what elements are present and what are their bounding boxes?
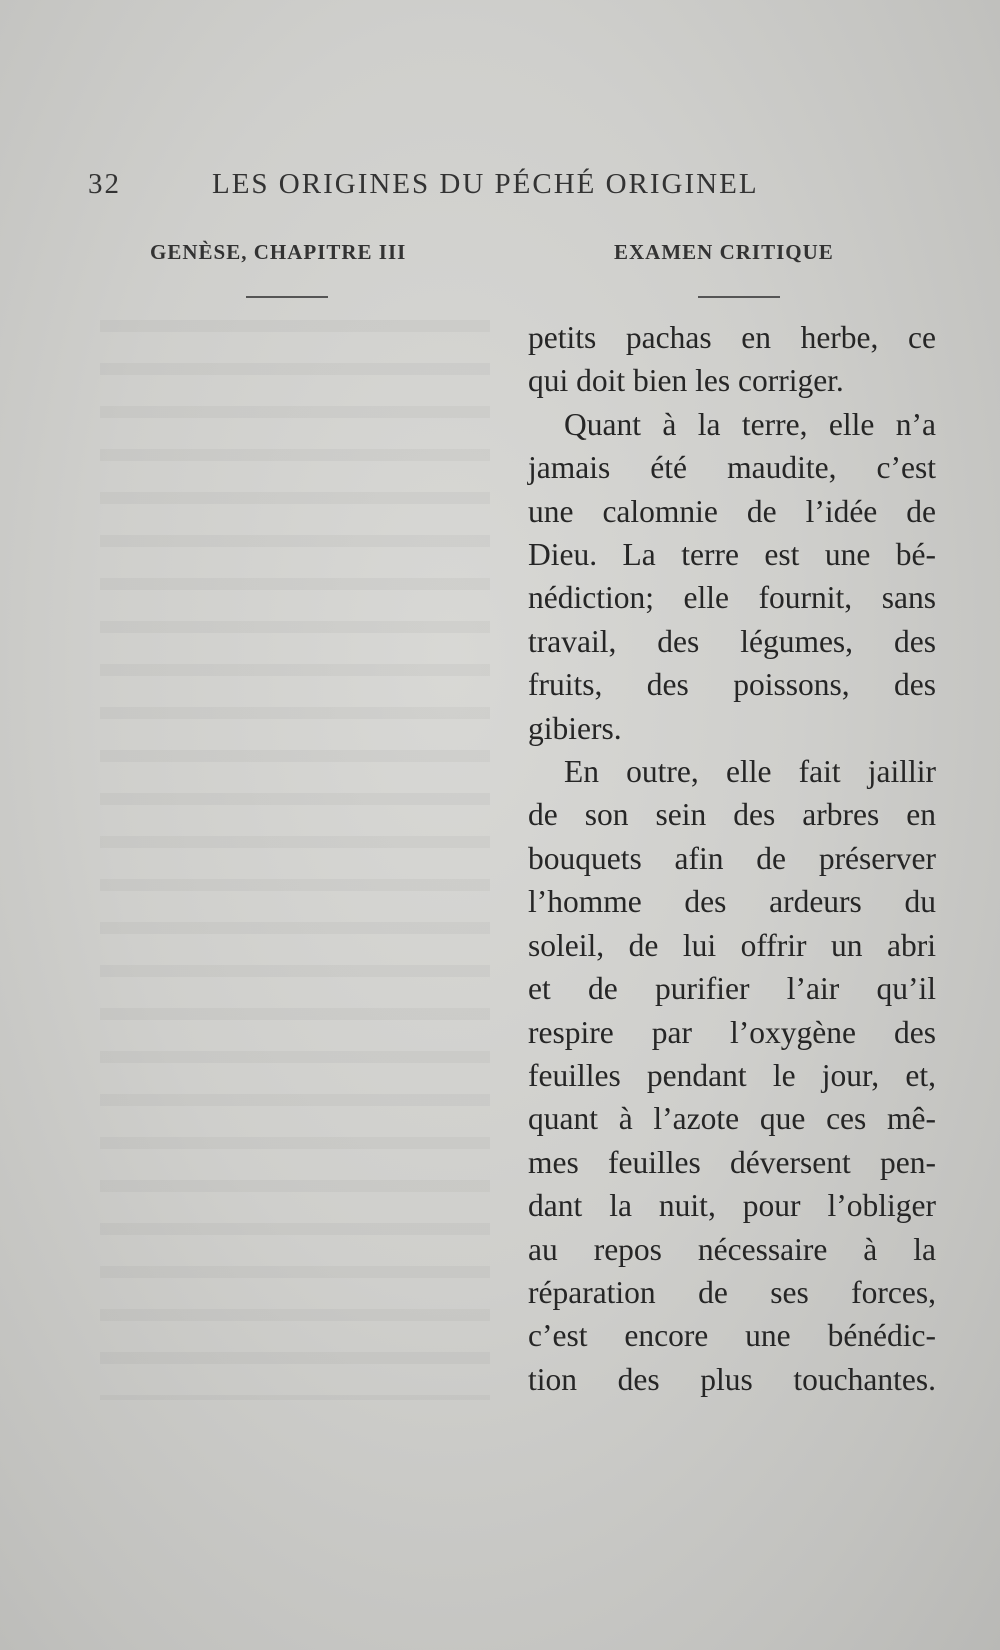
text-line: et de purifier l’air qu’il — [528, 971, 936, 1007]
text-line: respire par l’oxygène des — [528, 1014, 936, 1050]
book-title: LES ORIGINES DU PÉCHÉ ORIGINEL — [212, 168, 759, 200]
text-line: gibiers. — [528, 710, 622, 746]
text-line: jamais été maudite, c’est — [528, 450, 936, 486]
text-line: tion des plus touchantes. — [528, 1361, 936, 1397]
page-number: 32 — [88, 168, 121, 200]
text-line: travail, des légumes, des — [528, 623, 936, 659]
right-column-text — [528, 316, 936, 1401]
text-line: nédiction; elle fournit, sans — [528, 580, 936, 616]
text-line: une calomnie de l’idée de — [528, 493, 936, 529]
text-line: qui doit bien les corriger. — [528, 363, 844, 399]
text-line: En outre, elle fait jaillir — [564, 754, 936, 790]
running-head — [88, 168, 808, 208]
show-through-texture — [100, 320, 490, 1400]
text-line: petits pachas en herbe, ce — [528, 320, 936, 355]
text-line: fruits, des poissons, des — [528, 667, 936, 703]
text-line: c’est encore une bénédic- — [528, 1318, 936, 1354]
text-line: Quant à la terre, elle n’a — [564, 406, 936, 442]
text-line: bouquets afin de préserver — [528, 840, 936, 876]
text-line: quant à l’azote que ces mê- — [528, 1101, 936, 1137]
right-column-heading: EXAMEN CRITIQUE — [614, 240, 834, 264]
text-line: mes feuilles déversent pen- — [528, 1144, 936, 1180]
text-line: soleil, de lui offrir un abri — [528, 927, 936, 963]
text-line: réparation de ses forces, — [528, 1274, 936, 1310]
text-line: dant la nuit, pour l’obliger — [528, 1188, 936, 1224]
text-line: feuilles pendant le jour, et, — [528, 1057, 936, 1093]
text-line: au repos nécessaire à la — [528, 1231, 936, 1267]
right-heading-rule — [698, 296, 780, 298]
left-column-heading: GENÈSE, CHAPITRE III — [150, 240, 407, 264]
text-line: l’homme des ardeurs du — [528, 884, 936, 920]
text-line: Dieu. La terre est une bé- — [528, 537, 936, 573]
left-heading-rule — [246, 296, 328, 298]
text-line: de son sein des arbres en — [528, 797, 936, 833]
